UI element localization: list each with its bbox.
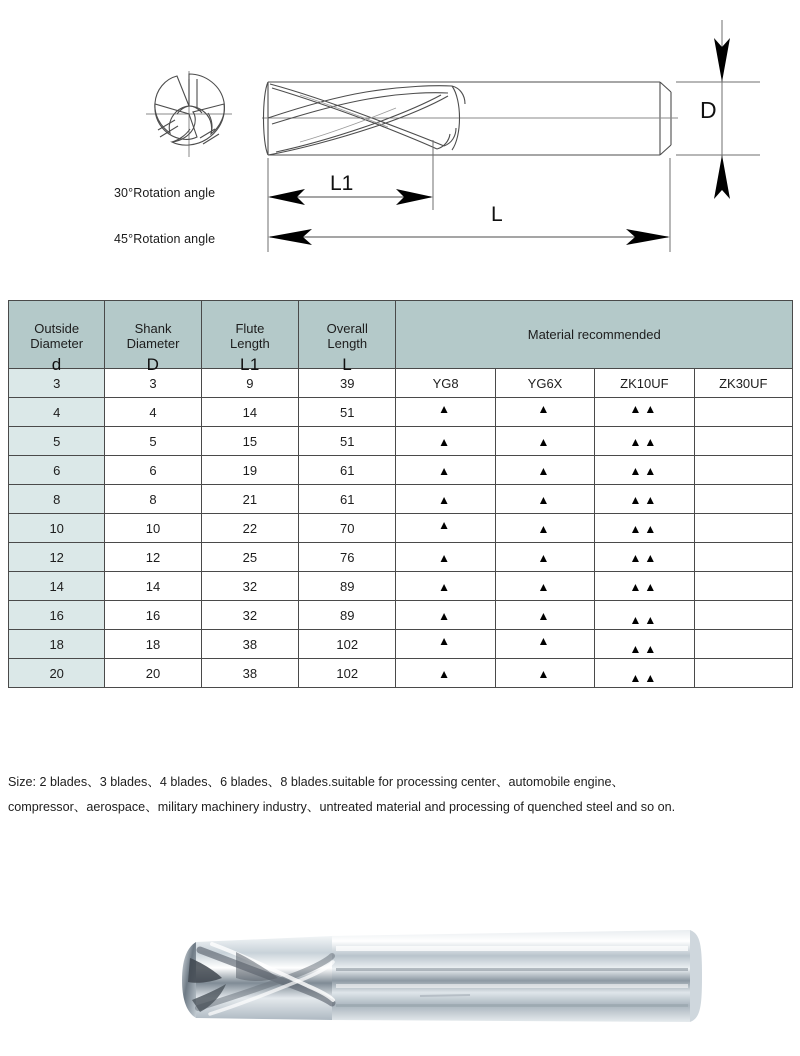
header-symbol-d-upper: D — [146, 355, 160, 374]
rating-triangles: ▲ — [537, 434, 553, 449]
dimension-label-diameter: D — [700, 97, 717, 123]
end-mill-side-view-icon — [262, 82, 678, 155]
rating-triangles: ▲▲ — [629, 401, 660, 416]
description-line-2: compressor、aerospace、military machinery industry、untreated material and processing of quenched steel and so on. — [8, 800, 676, 814]
rating-triangles: ▲▲ — [629, 670, 660, 685]
cell-material-yg6x — [495, 630, 594, 659]
header-shank-diameter-line2: Diameter — [126, 335, 180, 351]
header-material-yg6x: YG6X — [495, 369, 594, 398]
cell-shank-diameter: 8 — [105, 485, 201, 514]
table-header — [9, 301, 793, 374]
header-flute-length-line2: Length — [230, 335, 270, 351]
cell-material-yg6x — [495, 514, 594, 543]
table-header-row-main — [9, 301, 793, 369]
table-row — [9, 485, 793, 514]
cell-overall-length: 61 — [299, 485, 396, 514]
cell-outside-diameter: 3 — [9, 369, 105, 398]
cell-overall-length: 89 — [299, 572, 396, 601]
cell-flute-length: 15 — [201, 427, 298, 456]
cell-outside-diameter: 10 — [9, 514, 105, 543]
cell-material-zk30uf — [694, 514, 792, 543]
cell-outside-diameter: 20 — [9, 659, 105, 688]
specification-table — [8, 300, 793, 688]
cell-material-zk30uf — [694, 572, 792, 601]
cell-material-zk10uf — [595, 485, 694, 514]
cell-shank-diameter: 12 — [105, 543, 201, 572]
header-material-zk30uf: ZK30UF — [694, 369, 792, 398]
table-row — [9, 572, 793, 601]
table-row — [9, 543, 793, 572]
header-overall-length-line1: Overall — [326, 320, 368, 336]
cell-shank-diameter: 20 — [105, 659, 201, 688]
cell-material-zk10uf — [595, 427, 694, 456]
rating-triangles: ▲ — [537, 608, 553, 623]
cell-material-yg8 — [396, 398, 495, 427]
cell-material-yg8 — [396, 572, 495, 601]
table-row — [9, 659, 793, 688]
cell-flute-length: 38 — [201, 630, 298, 659]
cell-overall-length: 39 — [299, 369, 396, 398]
cell-overall-length: 102 — [299, 630, 396, 659]
cell-material-yg8 — [396, 485, 495, 514]
product-description — [8, 770, 792, 820]
rating-triangles: ▲▲ — [629, 521, 660, 536]
cell-material-zk10uf — [595, 659, 694, 688]
end-mill-cross-section-icon — [146, 71, 232, 157]
rating-triangles: ▲ — [537, 463, 553, 478]
cell-material-yg8 — [396, 514, 495, 543]
rating-triangles: ▲ — [438, 463, 454, 478]
cell-material-zk10uf — [595, 456, 694, 485]
cell-flute-length: 21 — [201, 485, 298, 514]
header-symbol-l1: L1 — [239, 355, 260, 374]
header-outside-diameter — [9, 301, 105, 374]
rating-triangles: ▲▲ — [629, 550, 660, 565]
cell-material-yg6x — [495, 601, 594, 630]
table-row — [9, 514, 793, 543]
cell-shank-diameter: 6 — [105, 456, 201, 485]
rating-triangles: ▲▲ — [629, 463, 660, 478]
table-row — [9, 456, 793, 485]
cell-material-yg6x — [495, 456, 594, 485]
cell-material-zk10uf — [595, 630, 694, 659]
header-symbol-d-lower: d — [51, 355, 62, 374]
rating-triangles: ▲ — [438, 401, 454, 416]
table-row — [9, 601, 793, 630]
cell-outside-diameter: 4 — [9, 398, 105, 427]
table-row — [9, 398, 793, 427]
end-mill-product-photo — [0, 900, 800, 1056]
header-material-zk10uf: ZK10UF — [595, 369, 694, 398]
cell-material-yg6x — [495, 398, 594, 427]
header-outside-diameter-line2: Diameter — [30, 335, 84, 351]
dimension-label-overall-length: L — [491, 203, 503, 226]
cell-material-yg6x — [495, 543, 594, 572]
cell-material-yg8 — [396, 601, 495, 630]
cell-flute-length: 38 — [201, 659, 298, 688]
rating-triangles: ▲ — [537, 666, 553, 681]
cell-flute-length: 14 — [201, 398, 298, 427]
cell-overall-length: 102 — [299, 659, 396, 688]
header-symbol-l: L — [342, 355, 353, 374]
technical-drawing-svg — [0, 0, 800, 290]
header-shank-diameter-line1: Shank — [134, 320, 172, 336]
cell-overall-length: 51 — [299, 398, 396, 427]
cell-material-zk30uf — [694, 485, 792, 514]
cell-material-yg6x — [495, 485, 594, 514]
cell-flute-length: 25 — [201, 543, 298, 572]
rotation-angle-note-30: 30°Rotation angle — [114, 186, 216, 200]
table-body — [9, 369, 793, 688]
cell-material-zk30uf — [694, 659, 792, 688]
rating-triangles: ▲▲ — [629, 612, 660, 627]
cell-overall-length: 76 — [299, 543, 396, 572]
cell-overall-length: 61 — [299, 456, 396, 485]
cell-material-yg8 — [396, 456, 495, 485]
cell-shank-diameter: 14 — [105, 572, 201, 601]
technical-drawing — [0, 0, 800, 290]
rating-triangles: ▲ — [438, 550, 454, 565]
rating-triangles: ▲ — [537, 521, 553, 536]
rating-triangles: ▲ — [438, 492, 454, 507]
cell-shank-diameter: 3 — [105, 369, 201, 398]
header-shank-diameter — [105, 301, 201, 374]
cell-material-yg8 — [396, 630, 495, 659]
cell-material-yg8 — [396, 427, 495, 456]
cell-outside-diameter: 12 — [9, 543, 105, 572]
cell-material-zk30uf — [694, 427, 792, 456]
header-flute-length-line1: Flute — [235, 320, 265, 336]
cell-outside-diameter: 18 — [9, 630, 105, 659]
cell-shank-diameter: 10 — [105, 514, 201, 543]
cell-material-zk30uf — [694, 398, 792, 427]
cell-material-zk10uf — [595, 601, 694, 630]
cell-outside-diameter: 14 — [9, 572, 105, 601]
rating-triangles: ▲▲ — [629, 434, 660, 449]
rating-triangles: ▲ — [537, 401, 553, 416]
product-photo-area — [0, 900, 800, 1056]
rating-triangles: ▲ — [537, 579, 553, 594]
cell-shank-diameter: 18 — [105, 630, 201, 659]
rotation-angle-note-45: 45°Rotation angle — [114, 232, 216, 246]
cell-flute-length: 32 — [201, 572, 298, 601]
cell-overall-length: 70 — [299, 514, 396, 543]
rating-triangles: ▲ — [438, 633, 454, 648]
cell-material-zk10uf — [595, 572, 694, 601]
cell-material-yg6x — [495, 659, 594, 688]
header-overall-length-line2: Length — [327, 335, 368, 351]
cell-flute-length: 19 — [201, 456, 298, 485]
cell-overall-length: 89 — [299, 601, 396, 630]
rating-triangles: ▲ — [537, 550, 553, 565]
cell-shank-diameter: 16 — [105, 601, 201, 630]
rating-triangles: ▲ — [438, 434, 454, 449]
rating-triangles: ▲ — [537, 633, 553, 648]
specification-table-container — [8, 300, 793, 688]
header-material-yg8: YG8 — [396, 369, 495, 398]
cell-shank-diameter: 4 — [105, 398, 201, 427]
rating-triangles: ▲▲ — [629, 641, 660, 656]
cell-material-zk30uf — [694, 630, 792, 659]
rating-triangles: ▲ — [438, 666, 454, 681]
rating-triangles: ▲ — [537, 492, 553, 507]
rating-triangles: ▲ — [438, 579, 454, 594]
cell-material-yg6x — [495, 572, 594, 601]
cell-outside-diameter: 16 — [9, 601, 105, 630]
cell-outside-diameter: 5 — [9, 427, 105, 456]
header-material-recommended: Material recommended — [396, 301, 793, 369]
cell-material-zk30uf — [694, 601, 792, 630]
cell-material-zk10uf — [595, 514, 694, 543]
description-line-1: Size: 2 blades、3 blades、4 blades、6 blades、8 blades.suitable for processing center、automobile engine、 — [8, 775, 625, 789]
rating-triangles: ▲ — [438, 517, 454, 532]
dimension-label-flute-length: L1 — [330, 172, 354, 195]
cell-material-yg8 — [396, 543, 495, 572]
table-row — [9, 630, 793, 659]
table-row — [9, 427, 793, 456]
cell-material-zk30uf — [694, 456, 792, 485]
rating-triangles: ▲▲ — [629, 579, 660, 594]
cell-material-zk10uf — [595, 398, 694, 427]
cell-material-yg6x — [495, 427, 594, 456]
cell-flute-length: 22 — [201, 514, 298, 543]
cell-outside-diameter: 6 — [9, 456, 105, 485]
rating-triangles: ▲▲ — [629, 492, 660, 507]
cell-overall-length: 51 — [299, 427, 396, 456]
cell-flute-length: 9 — [201, 369, 298, 398]
header-outside-diameter-line1: Outside — [34, 320, 80, 336]
cell-material-zk30uf — [694, 543, 792, 572]
cell-flute-length: 32 — [201, 601, 298, 630]
cell-material-yg8 — [396, 659, 495, 688]
header-flute-length — [201, 301, 298, 374]
cell-outside-diameter: 8 — [9, 485, 105, 514]
header-overall-length — [299, 301, 396, 374]
rating-triangles: ▲ — [438, 608, 454, 623]
cell-shank-diameter: 5 — [105, 427, 201, 456]
cell-material-zk10uf — [595, 543, 694, 572]
